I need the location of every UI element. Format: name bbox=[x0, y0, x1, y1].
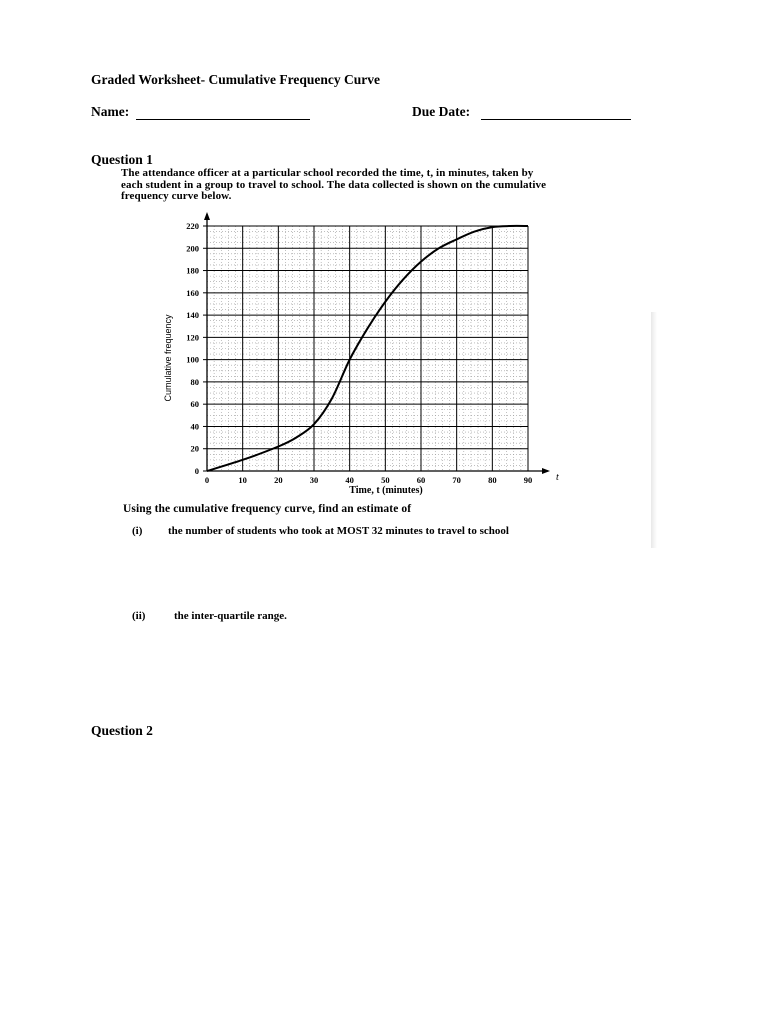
x-tick-label: 40 bbox=[345, 475, 354, 485]
y-tick-label: 200 bbox=[186, 243, 199, 254]
question-1-text bbox=[121, 168, 641, 203]
y-tick-label: 80 bbox=[190, 376, 199, 387]
x-tick-label: 80 bbox=[488, 475, 497, 485]
y-tick-label: 100 bbox=[186, 354, 199, 365]
y-tick-label: 220 bbox=[186, 221, 199, 231]
x-tick-labels bbox=[205, 475, 532, 485]
minor-grid bbox=[207, 226, 528, 471]
question-1-text-line-2: each student in a group to travel to school. The data collected is shown on the cumulative bbox=[121, 178, 547, 191]
question-1-text-line-3: frequency curve below. bbox=[121, 190, 232, 202]
cumulative-frequency-chart bbox=[150, 208, 570, 502]
question-2-heading: Question 2 bbox=[91, 723, 153, 738]
y-tick-label: 20 bbox=[190, 443, 199, 454]
worksheet-title: Graded Worksheet- Cumulative Frequency Curve bbox=[91, 72, 380, 87]
y-tick-label: 140 bbox=[186, 310, 199, 321]
x-tick-label: 50 bbox=[381, 475, 390, 485]
x-axis-symbol: t bbox=[556, 472, 559, 483]
scan-edge-shadow bbox=[651, 312, 657, 548]
part-i-text: the number of students who took at MOST 32 minutes to travel to school bbox=[168, 525, 509, 537]
y-tick-label: 60 bbox=[190, 399, 199, 410]
question-1-text-line-1: The attendance officer at a particular school recorded the time, t, in minutes, taken by bbox=[121, 167, 534, 179]
y-axis-arrow bbox=[204, 212, 210, 220]
x-tick-label: 20 bbox=[274, 475, 283, 485]
y-tick-label: 160 bbox=[186, 287, 199, 298]
y-axis-label: Cumulative frequency bbox=[163, 314, 173, 402]
x-tick-label: 70 bbox=[452, 475, 461, 485]
part-i-label: (i) bbox=[132, 525, 143, 537]
part-ii-text: the inter-quartile range. bbox=[174, 610, 287, 622]
x-tick-label: 60 bbox=[416, 475, 426, 485]
y-tick-label: 120 bbox=[186, 332, 199, 343]
x-axis-arrow bbox=[542, 468, 550, 474]
x-tick-label: 10 bbox=[238, 475, 247, 485]
due-date-field-line[interactable] bbox=[481, 119, 631, 120]
x-tick-label: 90 bbox=[523, 475, 533, 485]
x-tick-label: 30 bbox=[309, 475, 319, 485]
question-1-heading: Question 1 bbox=[91, 152, 153, 167]
y-tick-label: 180 bbox=[186, 265, 199, 276]
x-axis-label: Time, t (minutes) bbox=[349, 485, 423, 496]
name-field-line[interactable] bbox=[136, 119, 310, 120]
y-tick-label: 40 bbox=[190, 421, 199, 432]
y-tick-label: 0 bbox=[194, 466, 199, 476]
y-tick-labels bbox=[186, 221, 207, 476]
due-date-label: Due Date: bbox=[412, 104, 471, 119]
name-label: Name: bbox=[91, 104, 130, 119]
part-ii-label: (ii) bbox=[132, 610, 146, 622]
instruction-text: Using the cumulative frequency curve, find an estimate of bbox=[123, 503, 412, 515]
x-tick-label: 0 bbox=[204, 475, 210, 485]
